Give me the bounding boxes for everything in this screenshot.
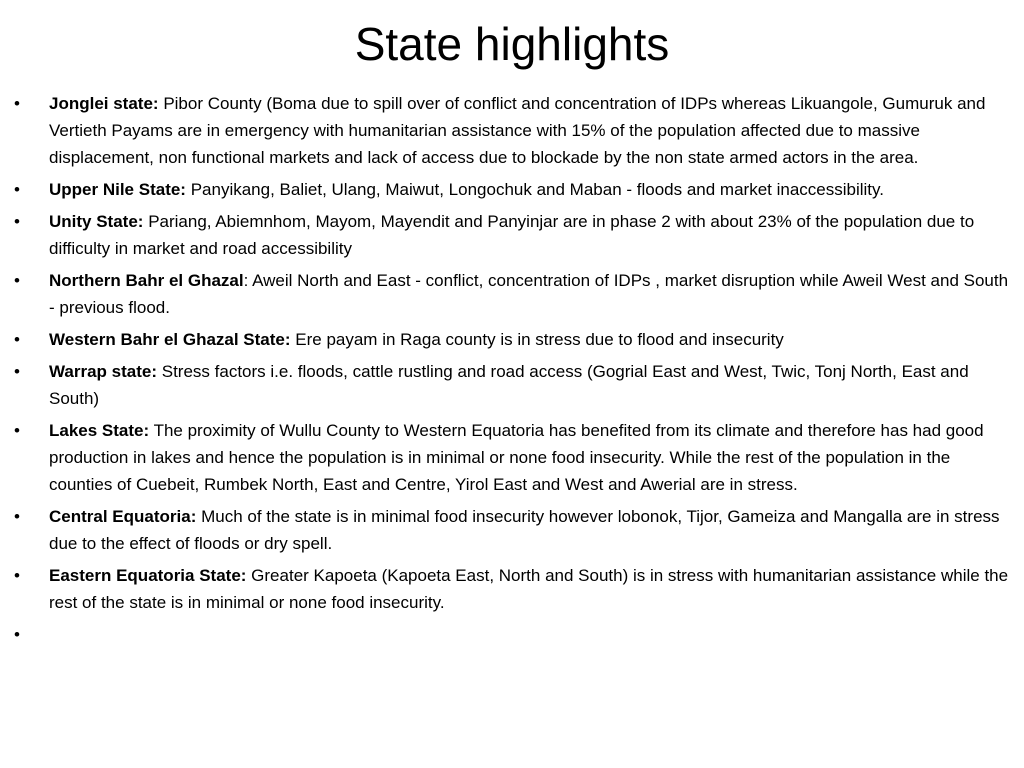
bullet-lead: Jonglei state: (49, 94, 159, 113)
bullet-text: Ere payam in Raga county is in stress due to flood and insecurity (290, 330, 784, 349)
bullet-lead: Warrap state: (49, 362, 158, 381)
bullet-item-warrap (0, 358, 1024, 412)
bullet-dot-icon: • (14, 212, 20, 231)
bullet-item-empty (0, 621, 1024, 648)
bullet-dot-icon: • (14, 566, 20, 585)
bullet-dot-icon: • (14, 362, 20, 381)
bullet-lead: Unity State: (49, 212, 144, 231)
bullet-text: Pariang, Abiemnhom, Mayom, Mayendit and Panyinjar are in phase 2 with about 23% of the population due to difficulty in market and road accessibility (49, 212, 975, 258)
slide-title: State highlights (354, 18, 670, 70)
bullet-item-lakes (0, 417, 1024, 498)
bullet-lead: Central Equatoria: (49, 507, 197, 526)
bullet-text: : Aweil North and East - conflict, concentration of IDPs , market disruption while Aweil West and South - previous flood. (49, 271, 1009, 317)
bullet-text: Pibor County (Boma due to spill over of conflict and concentration of IDPs whereas Likuangole, Gumuruk and Vertieth Payams are in emergency with humanitarian assistance with 15% of the population affected due to massive displacement, non functional markets and lack of access due to blockade by the non state armed actors in the area. (49, 94, 986, 167)
bullet-text: Stress factors i.e. floods, cattle rustling and road access (Gogrial East and West, Twic, Tonj North, East and South) (49, 362, 969, 408)
bullet-item-northern-bahr-el-ghazal (0, 267, 1024, 321)
bullet-dot-icon: • (14, 330, 20, 349)
bullet-dot-icon: • (14, 271, 20, 290)
bullet-dot-icon: • (14, 625, 20, 644)
bullet-dot-icon: • (14, 94, 20, 113)
bullet-dot-icon: • (14, 507, 20, 526)
bullet-text: Greater Kapoeta (Kapoeta East, North and South) is in stress with humanitarian assistance while the rest of the state is in minimal or none food insecurity. (49, 566, 1009, 612)
bullet-lead: Lakes State: (49, 421, 150, 440)
bullet-text: The proximity of Wullu County to Western Equatoria has benefited from its climate and therefore has had good production in lakes and hence the population is in minimal or none food insecurity. While the rest of the population in the counties of Cuebeit, Rumbek North, East and Centre, Yirol East and West and Awerial are in stress. (49, 421, 984, 494)
bullet-item-upper-nile (0, 176, 1024, 203)
bullet-dot-icon: • (14, 180, 20, 199)
bullet-text: Much of the state is in minimal food insecurity however lobonok, Tijor, Gameiza and Mangalla are in stress due to the effect of floods or dry spell. (49, 507, 1000, 553)
bullet-dot-icon: • (14, 421, 20, 440)
bullet-item-central-equatoria (0, 503, 1024, 557)
bullet-lead: Eastern Equatoria State: (49, 566, 247, 585)
bullet-item-eastern-equatoria (0, 562, 1024, 616)
bullet-lead: Upper Nile State: (49, 180, 186, 199)
bullet-list (0, 90, 1024, 653)
bullet-item-unity (0, 208, 1024, 262)
bullet-lead: Western Bahr el Ghazal State: (49, 330, 291, 349)
bullet-item-jonglei (0, 90, 1024, 171)
bullet-text: Panyikang, Baliet, Ulang, Maiwut, Longochuk and Maban - floods and market inaccessibility. (185, 180, 884, 199)
bullet-lead: Northern Bahr el Ghazal (49, 271, 244, 290)
bullet-item-western-bahr-el-ghazal (0, 326, 1024, 353)
